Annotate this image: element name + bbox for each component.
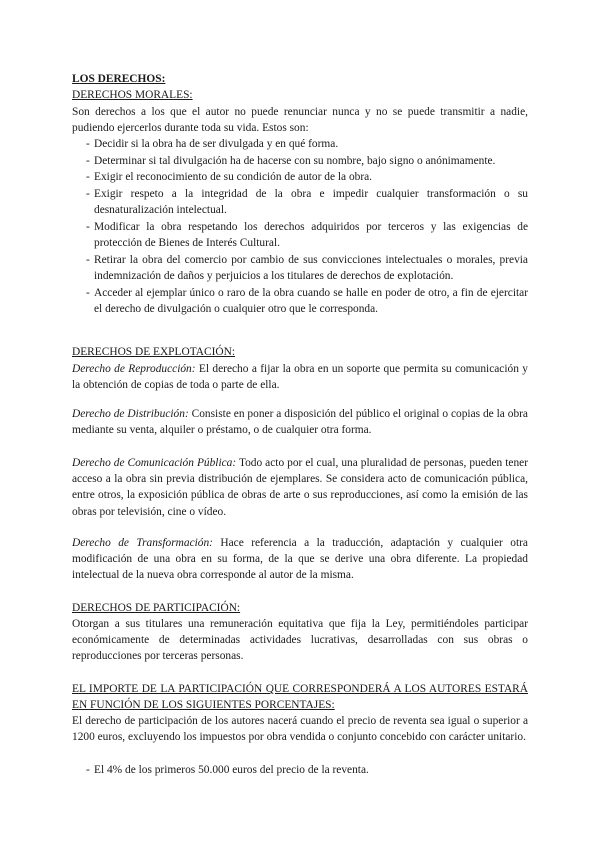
paragraph-importe: El derecho de participación de los autores nacerá cuando el precio de reventa sea igual o superior a 1200 euros, excluyendo los impuestos por obra vendida o conjunto concebido con carácter unitario. — [72, 715, 528, 744]
term-reproduccion: Derecho de Reproducción: — [72, 363, 196, 375]
heading-derechos-explotacion: DERECHOS DE EXPLOTACIÓN: — [72, 346, 235, 358]
list-item: - Exigir respeto a la integridad de la obra e impedir cualquier transformación o su desnaturalización intelectual. — [86, 188, 528, 217]
term-transformacion: Derecho de Transformación: — [72, 537, 213, 549]
paragraph-transformacion: Derecho de Transformación: Hace referencia a la traducción, adaptación y cualquier otra modificación de una obra en su forma, de la que se derive una obra diferente. La propiedad intelectual de la nueva obra corresponde al autor de la misma. — [72, 537, 528, 582]
list-item: - Acceder al ejemplar único o raro de la obra cuando se halle en poder de otro, a fin de ejercitar el derecho de divulgación o cualquier otro que le corresponda. — [86, 286, 528, 316]
paragraph-comunicacion: Derecho de Comunicación Pública: Todo acto por el cual, una pluralidad de personas, pueden tener acceso a la obra sin previa distribución de ejemplares. Se considera acto de comunicación pública, entre otros, la exposición pública de obras de arte o sus reproducciones, así como la emisión de las obras por televisión, cine o vídeo. — [72, 457, 528, 518]
list-item: - Determinar si tal divulgación ha de hacerse con su nombre, bajo signo o anónimamente. — [86, 154, 496, 167]
paragraph-participacion: Otorgan a sus titulares una remuneración equitativa que fija la Ley, permitiéndoles participar económicamente de determinadas actividades lucrativas, desarrolladas con sus obras o reproducciones por terceras personas. — [72, 618, 528, 663]
term-distribucion: Derecho de Distribución: — [72, 408, 189, 420]
paragraph-reproduccion: Derecho de Reproducción: El derecho a fijar la obra en un soporte que permita su comunicación y la obtención de copias de toda o parte de ella. — [72, 363, 528, 392]
paragraph-distribucion: Derecho de Distribución: Consiste en poner a disposición del público el original o copias de la obra mediante su venta, alquiler o préstamo, o de cualquier otra forma. — [72, 408, 528, 437]
morales-intro: Son derechos a los que el autor no puede renunciar nunca y no se puede transmitir a nadie, pudiendo ejercerlos durante toda su vida. Estos son: — [72, 106, 528, 135]
term-comunicacion: Derecho de Comunicación Pública: — [72, 457, 237, 469]
list-item: - Retirar la obra del comercio por cambio de sus convicciones intelectuales o morales, previa indemnización de daños y perjuicios a los titulares de derechos de explotación. — [86, 253, 528, 283]
heading-derechos-morales: DERECHOS MORALES: — [72, 89, 193, 101]
heading-importe-participacion: EL IMPORTE DE LA PARTICIPACIÓN QUE CORRESPONDERÁ A LOS AUTORES ESTARÁ EN FUNCIÓN DE LOS SIGUIENTES PORCENTAJES: — [72, 683, 528, 712]
morales-list — [72, 136, 528, 318]
list-item: - El 4% de los primeros 50.000 euros del precio de la reventa. — [86, 764, 369, 776]
list-item: - Modificar la obra respetando los derechos adquiridos por terceros y las exigencias de protección de Bienes de Interés Cultural. — [86, 221, 528, 250]
heading-derechos-participacion: DERECHOS DE PARTICIPACIÓN: — [72, 602, 241, 614]
list-item: - Exigir el reconocimiento de su condición de autor de la obra. — [86, 171, 373, 184]
page-title: LOS DERECHOS: — [72, 73, 166, 85]
list-item: - Decidir si la obra ha de ser divulgada y en qué forma. — [86, 138, 339, 150]
importe-list — [72, 762, 528, 779]
